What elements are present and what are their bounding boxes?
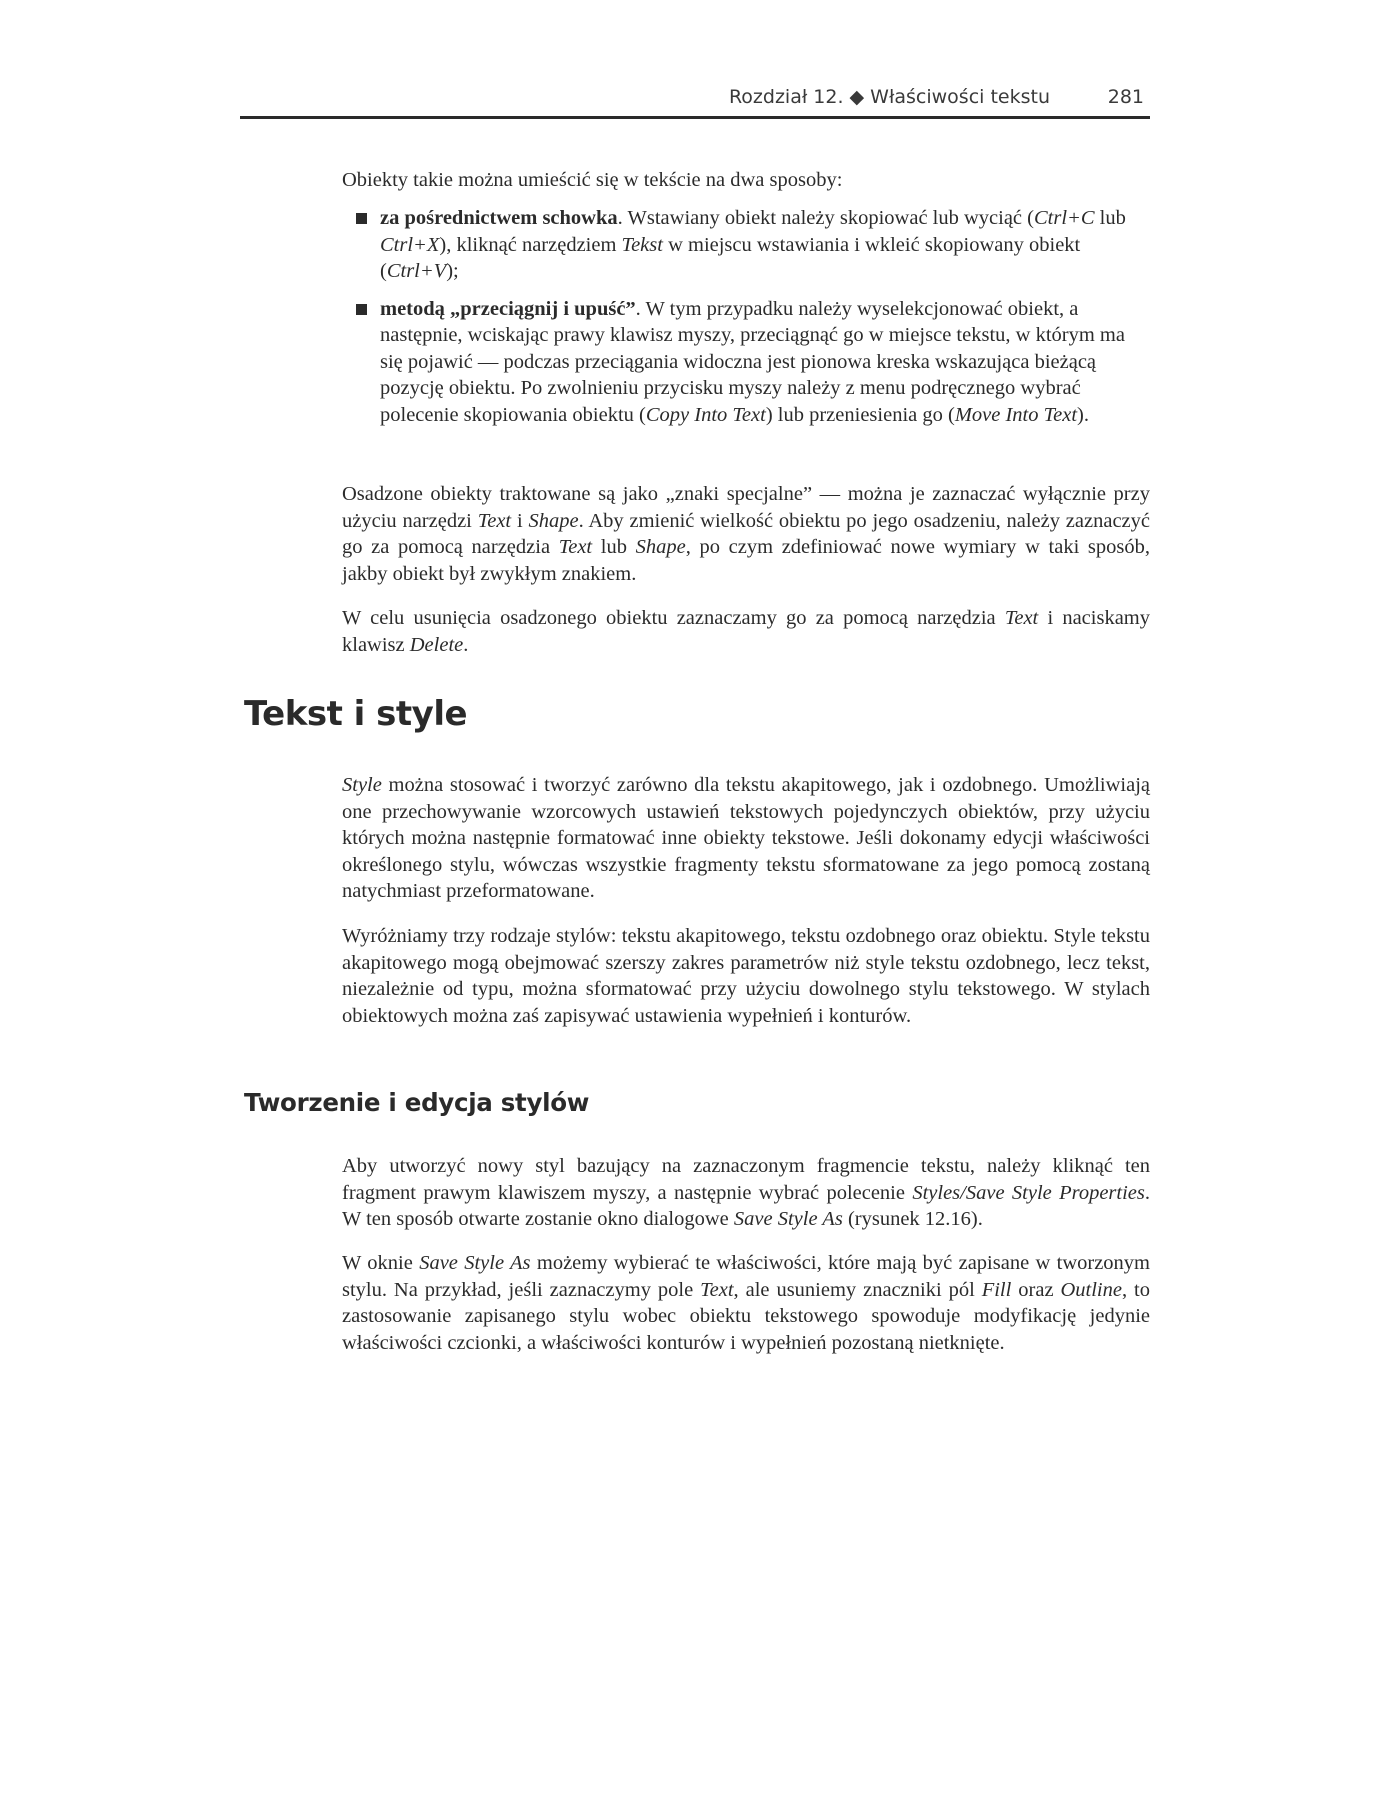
text-run: . Aby zmienić wielkość obiektu po jego osadzeniu, należy zaznaczyć go za pomocą narzędzia xyxy=(342,509,1151,558)
text-run: oraz xyxy=(1011,1278,1061,1301)
paragraph-styles-intro xyxy=(342,772,1150,905)
page-number: 281 xyxy=(1107,86,1144,108)
shortcut-text: Ctrl+C xyxy=(1033,207,1095,229)
square-bullet-icon xyxy=(356,304,367,315)
tool-name-text: Text xyxy=(1004,607,1039,629)
section-heading: Tekst i style xyxy=(244,694,468,734)
list-text: w miejscu wstawiania i wkleić skopiowany obiekt ( xyxy=(380,233,1081,282)
text-run: Osadzone obiekty traktowane są jako „znaki specjalne” — można je zaznaczać wyłącznie przy użyciu narzędzi xyxy=(342,483,1150,532)
list-item xyxy=(342,205,1150,285)
tool-name-text: Shape xyxy=(528,509,579,532)
intro-paragraph: Obiekty takie można umieścić się w tekście na dwa sposoby: xyxy=(342,169,843,191)
command-text: Copy Into Text xyxy=(645,403,766,426)
paragraph-save-style-dialog xyxy=(342,1250,1150,1356)
list-text: ). xyxy=(1077,403,1089,426)
text-run: możemy wybierać te właściwości, które mają być zapisane w tworzonym stylu. Na przykład, jeśli zaznaczymy pole xyxy=(342,1252,1151,1301)
command-text: Styles/Save Style Properties xyxy=(912,1181,1145,1204)
text-run: W celu usunięcia osadzonego obiektu zaznaczamy go za pomocą narzędzia xyxy=(342,607,1005,629)
text-run: można stosować i tworzyć zarówno dla tekstu akapitowego, jak i ozdobnego. Umożliwiają one przechowywanie wzorcowych ustawień tekstowych pojedynczych obiektów, przy użyciu których można następnie formatować inne obiekty tekstowe. Jeśli dokonamy edycji właściwości określonego stylu, wówczas wszystkie fragmenty tekstu sformatowane za jego pomocą zostaną natychmiast przeformatowane. xyxy=(342,774,1150,902)
text-run: , ale usuniemy znaczniki pól xyxy=(733,1278,982,1301)
shortcut-text: Ctrl+X xyxy=(380,233,440,256)
list-item xyxy=(342,296,1150,429)
dialog-name-text: Save Style As xyxy=(733,1208,843,1230)
term-text: Style xyxy=(342,774,382,796)
chapter-title: Rozdział 12. ◆ Właściwości tekstu xyxy=(728,86,1050,108)
text-run: W oknie xyxy=(342,1252,420,1274)
list-text: . W tym przypadku należy wyselekcjonować obiekt, a następnie, wciskając prawy klawisz myszy, przeciągnąć go w miejsce tekstu, w którym ma się pojawić — podczas przeciągania widoczna jest pionowa kreska wskazująca bieżącą pozycję obiektu. Po zwolnieniu przycisku myszy należy z menu podręcznego wybrać polecenie skopiowania obiektu ( xyxy=(380,297,1125,426)
text-run: (rysunek 12.16). xyxy=(842,1208,983,1230)
list-text: ) lub przeniesienia go ( xyxy=(765,403,955,426)
list-text: ), kliknąć narzędziem xyxy=(439,233,622,256)
square-bullet-icon xyxy=(356,213,367,224)
list-item-lead: za pośrednictwem schowka xyxy=(380,207,618,229)
dialog-name-text: Save Style As xyxy=(419,1252,531,1274)
text-run: , to zastosowanie zapisanego stylu wobec obiektu tekstowego spowoduje modyfikację jedynie właściwości czcionki, a właściwości konturów i wypełnień pozostaną nietknięte. xyxy=(342,1278,1150,1354)
text-run: , po czym zdefiniować nowe wymiary w taki sposób, jakby obiekt był zwykłym znakiem. xyxy=(342,536,1150,585)
text-run: i xyxy=(511,509,529,532)
option-name-text: Text xyxy=(700,1278,734,1301)
shortcut-text: Ctrl+V xyxy=(386,260,447,282)
subsection-heading: Tworzenie i edycja stylów xyxy=(244,1088,590,1117)
text-run: i naciskamy klawisz xyxy=(342,607,1150,656)
list-text: ); xyxy=(446,260,459,282)
tool-name-text: Shape xyxy=(635,536,686,558)
paragraph-create-style xyxy=(342,1153,1150,1233)
method-list xyxy=(342,205,1150,439)
paragraph-delete-object xyxy=(342,605,1150,658)
command-text: Move Into Text xyxy=(954,403,1078,426)
text-run: . W ten sposób otwarte zostanie okno dialogowe xyxy=(342,1181,1151,1230)
tool-name-text: Text xyxy=(558,536,593,558)
running-header xyxy=(240,86,1150,119)
paragraph-style-types: Wyróżniamy trzy rodzaje stylów: tekstu akapitowego, tekstu ozdobnego oraz obiektu. Style tekstu akapitowego mogą obejmować szerszy zakres parametrów niż style tekstu ozdobnego, lecz tekst, niezależnie od typu, można sformatować przy użyciu dowolnego stylu tekstowego. W stylach obiektowych można zaś zapisywać ustawienia wypełnień i konturów. xyxy=(342,925,1150,1027)
list-text: lub xyxy=(1094,207,1126,229)
list-item-lead: metodą „przeciągnij i upuść” xyxy=(380,297,636,320)
text-run: lub xyxy=(592,536,636,558)
option-name-text: Outline xyxy=(1060,1278,1122,1301)
tool-name-text: Text xyxy=(477,509,512,532)
list-text: . Wstawiany obiekt należy skopiować lub wyciąć ( xyxy=(617,207,1034,229)
text-run: . xyxy=(463,633,469,656)
option-name-text: Fill xyxy=(981,1278,1012,1301)
tool-name-text: Tekst xyxy=(621,233,663,256)
paragraph-embedded-objects xyxy=(342,481,1150,587)
text-run: Aby utworzyć nowy styl bazujący na zaznaczonym fragmencie tekstu, należy kliknąć ten fragment prawym klawiszem myszy, a następnie wybrać polecenie xyxy=(342,1155,1150,1204)
key-name-text: Delete xyxy=(409,633,464,656)
